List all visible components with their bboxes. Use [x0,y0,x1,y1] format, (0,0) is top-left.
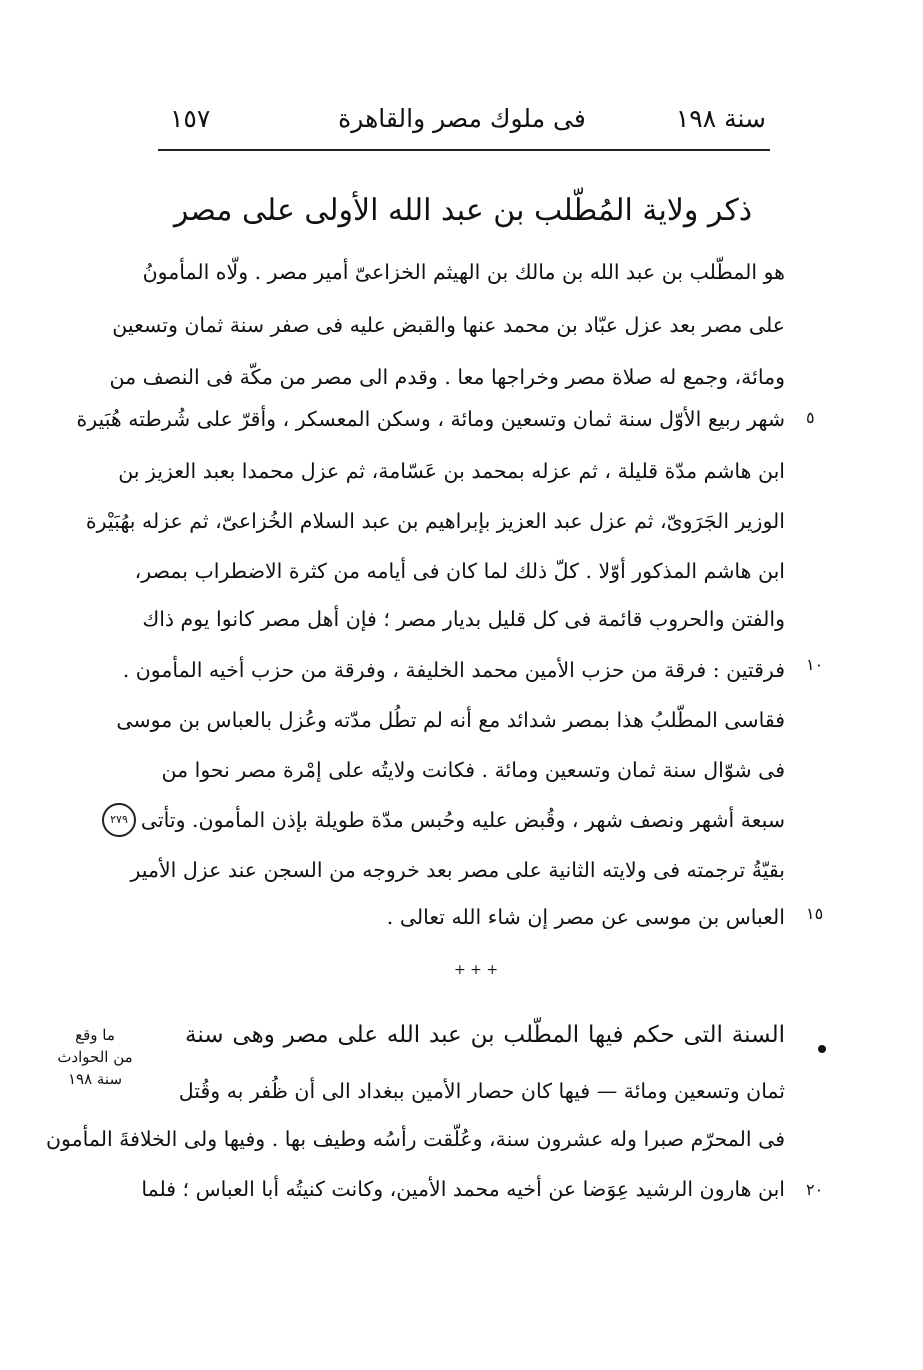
side-note [40,1024,150,1090]
text-line: فى شوّال سنة ثمان وتسعين ومائة . فكانت ولايتُه على إمْرة مصر نحوا من [161,758,785,782]
text-line: والفتن والحروب قائمة فى كل قليل بديار مصر ؛ فإن أهل مصر كانوا يوم ذاك [142,607,785,631]
section-line: ثمان وتسعين ومائة — فيها كان حصار الأمين ببغداد الى أن ظُفر به وقُتل [178,1079,785,1103]
page-number: ١٥٧ [170,104,211,133]
side-note-line: من الحوادث [57,1048,133,1066]
side-note-line: ما وقع [75,1026,115,1044]
text-line: ابن هاشم المذكور أوّلا . كلّ ذلك لما كان فى أيامه من كثرة الاضطراب بمصر، [134,559,785,583]
section-ornament [448,962,504,1002]
chapter-heading: ذكر ولاية المُطّلب بن عبد الله الأولى على مصر [173,193,753,228]
running-header [158,104,766,144]
margin-page-mark: ٢٧٩ [102,803,136,837]
text-line: هو المطّلب بن عبد الله بن مالك بن الهيثم الخزاعىّ أمير مصر . ولّاه المأمونُ [142,260,785,284]
text-line: ومائة، وجمع له صلاة مصر وخراجها معا . وقدم الى مصر من مكّة فى النصف من [109,365,785,389]
text-line: سبعة أشهر ونصف شهر ، وقُبض عليه وحُبس مدّة طويلة بإذن المأمون. وتأتى [140,808,785,832]
text-line: ابن هاشم مدّة قليلة ، ثم عزله بمحمد بن عَسّامة، ثم عزل محمدا بعبد العزيز بن [118,459,785,483]
line-number: ١٥ [806,904,824,923]
text-line: فقاسى المطّلبُ هذا بمصر شدائد مع أنه لم تطُل مدّته وعُزل بالعباس بن موسى [116,708,785,732]
text-line: بقيّةُ ترجمته فى ولايته الثانية على مصر بعد خروجه من السجن عند عزل الأمير [130,858,785,882]
section-line: السنة التى حكم فيها المطّلب بن عبد الله على مصر وهى سنة [185,1022,785,1048]
text-line: شهر ربيع الأوّل سنة ثمان وتسعين ومائة ، وسكن المعسكر ، وأقرّ على شُرطته هُبَيرة [76,407,785,431]
section-line: ابن هارون الرشيد عِوَضا عن أخيه محمد الأمين، وكانت كنيتُه أبا العباس ؛ فلما [141,1177,785,1201]
header-rule [158,149,770,151]
ornament-glyphs: + + + [453,962,499,978]
section-line: فى المحرّم صبرا وله عشرون سنة، وعُلّقت رأسُه وطيف بها . وفيها ولى الخلافةَ المأمون [45,1127,785,1151]
line-number: ١٠ [806,655,824,674]
text-line: على مصر بعد عزل عبّاد بن محمد عنها والقبض عليه فى صفر سنة ثمان وتسعين [112,313,785,337]
text-line: الوزير الجَرَوىّ، ثم عزل عبد العزيز بإبراهيم بن عبد السلام الخُزاعىّ، ثم عزله بهُبَيْرة [85,509,785,533]
text-line: العباس بن موسى عن مصر إن شاء الله تعالى . [386,905,785,929]
side-note-line: سنة ١٩٨ [67,1070,123,1088]
header-title: فى ملوك مصر والقاهرة [338,104,586,133]
paragraph-dot [818,1045,826,1053]
line-number: ٢٠ [806,1180,824,1199]
line-number: ٥ [806,408,815,427]
text-line: فرقتين : فرقة من حزب الأمين محمد الخليفة ، وفرقة من حزب أخيه المأمون . [122,658,785,682]
header-year: سنة ١٩٨ [675,104,766,133]
